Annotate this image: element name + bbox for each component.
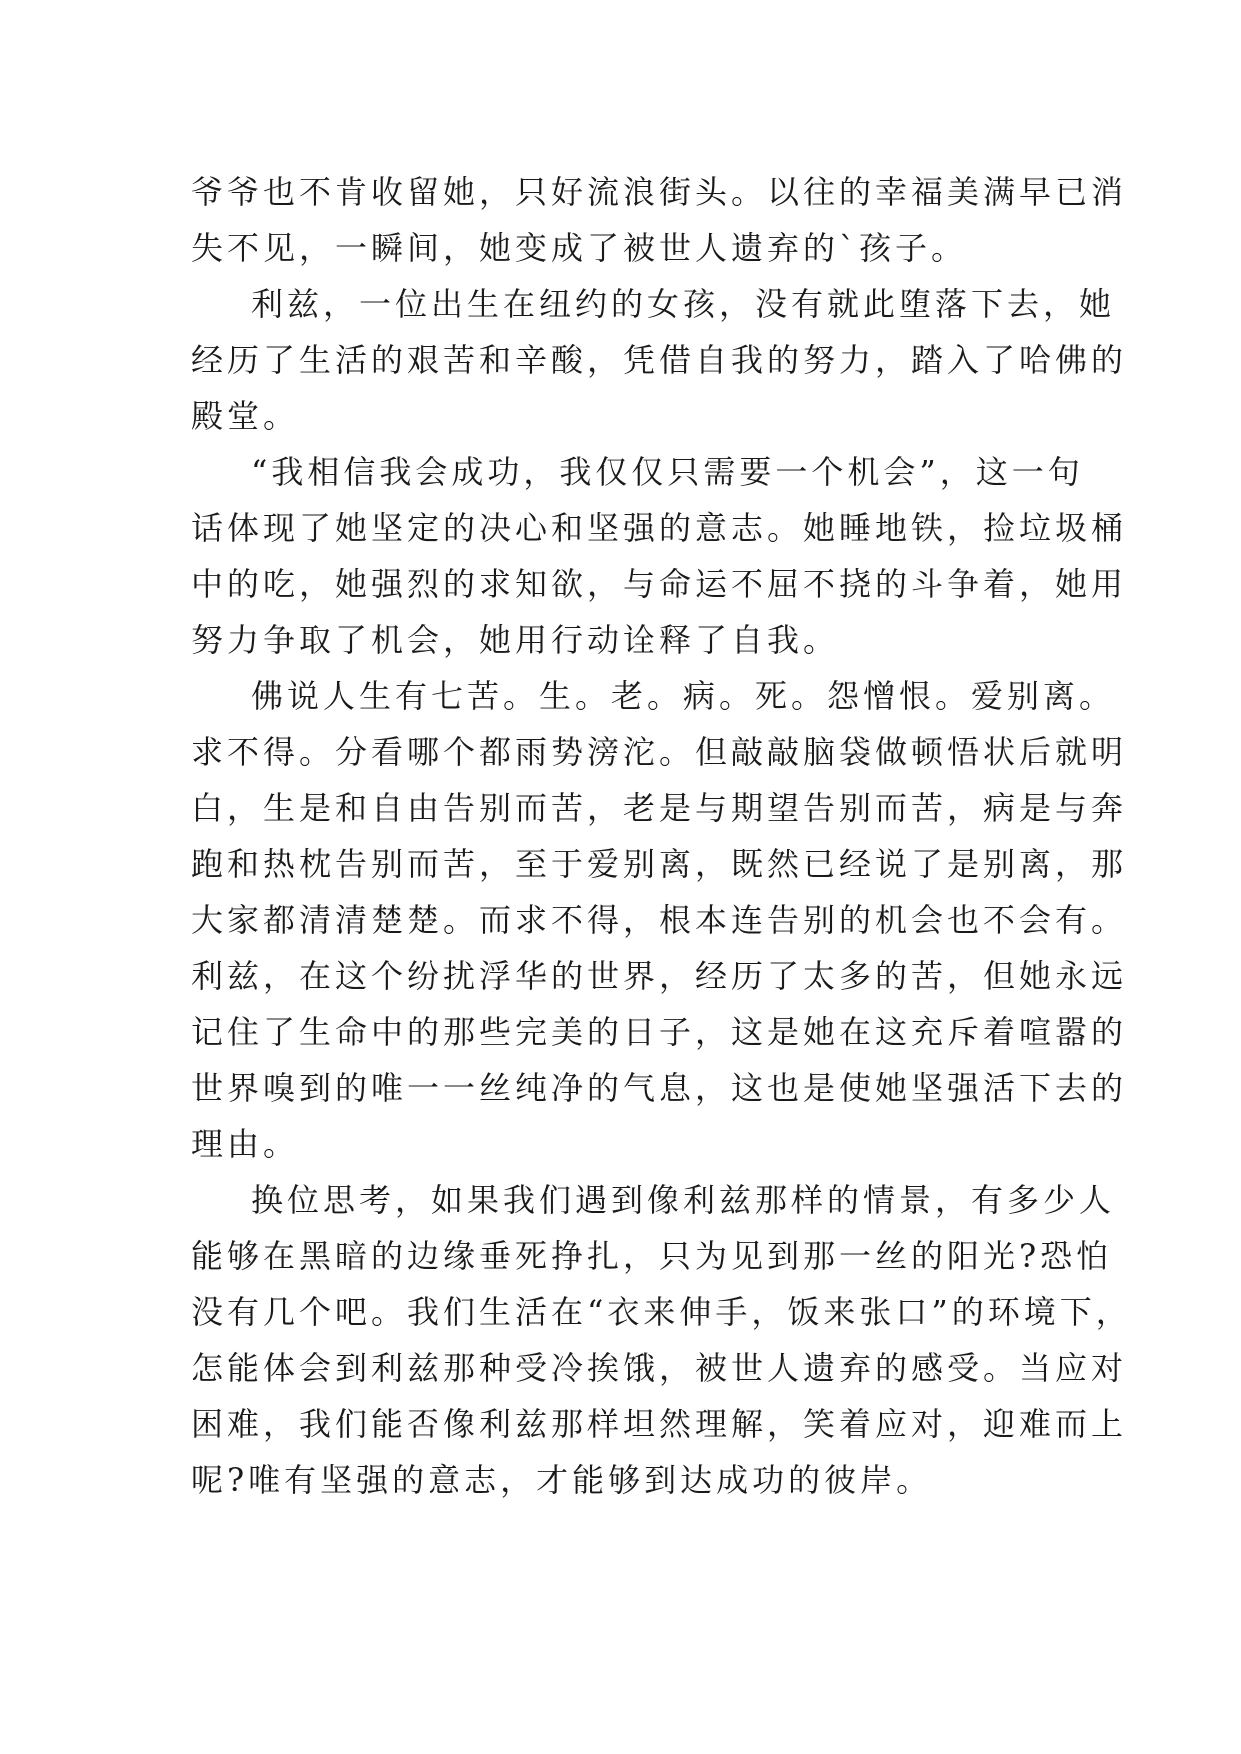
text-line: 利兹，在这个纷扰浮华的世界，经历了太多的苦，但她永远 bbox=[191, 957, 1128, 995]
text-line: 能够在黑暗的边缘垂死挣扎，只为见到那一丝的阳光?恐怕 bbox=[191, 1237, 1113, 1275]
text-line: 经历了生活的艰苦和辛酸，凭借自我的努力，踏入了哈佛的 bbox=[191, 341, 1128, 379]
text-line: 利兹，一位出生在纽约的女孩，没有就此堕落下去，她 bbox=[251, 285, 1116, 323]
text-line: 困难，我们能否像利兹那样坦然理解，笑着应对，迎难而上 bbox=[191, 1405, 1128, 1443]
text-line: 记住了生命中的那些完美的日子，这是她在这充斥着喧嚣的 bbox=[191, 1013, 1128, 1051]
text-line: 话体现了她坚定的决心和坚强的意志。她睡地铁，捡垃圾桶 bbox=[191, 509, 1128, 547]
text-line: 求不得。分看哪个都雨势滂沱。但敲敲脑袋做顿悟状后就明 bbox=[191, 733, 1128, 771]
paragraph-1 bbox=[191, 164, 1128, 276]
paragraph-3 bbox=[191, 444, 1128, 668]
paragraph-4 bbox=[191, 668, 1128, 1172]
paragraph-5 bbox=[191, 1172, 1132, 1508]
text-line: 理由。 bbox=[191, 1125, 300, 1163]
text-line: 呢?唯有坚强的意志，才能够到达成功的彼岸。 bbox=[191, 1461, 933, 1499]
text-line: “我相信我会成功，我仅仅只需要一个机会”，这一句 bbox=[251, 453, 1084, 491]
text-line: 努力争取了机会，她用行动诠释了自我。 bbox=[191, 621, 840, 659]
text-line: 世界嗅到的唯一一丝纯净的气息，这也是使她坚强活下去的 bbox=[191, 1069, 1128, 1107]
text-line: 大家都清清楚楚。而求不得，根本连告别的机会也不会有。 bbox=[191, 901, 1128, 939]
document-body bbox=[191, 164, 1132, 1508]
text-line: 白，生是和自由告别而苦，老是与期望告别而苦，病是与奔 bbox=[191, 789, 1128, 827]
text-line: 失不见，一瞬间，她变成了被世人遗弃的`孩子。 bbox=[191, 229, 968, 267]
paragraph-2 bbox=[191, 276, 1128, 444]
text-line: 佛说人生有七苦。生。老。病。死。怨憎恨。爱别离。 bbox=[251, 677, 1116, 715]
text-line: 换位思考，如果我们遇到像利兹那样的情景，有多少人 bbox=[251, 1181, 1116, 1219]
text-line: 殿堂。 bbox=[191, 397, 300, 435]
text-line: 爷爷也不肯收留她，只好流浪街头。以往的幸福美满早已消 bbox=[191, 173, 1128, 211]
text-line: 怎能体会到利兹那种受冷挨饿，被世人遗弃的感受。当应对 bbox=[191, 1349, 1128, 1387]
text-line: 跑和热枕告别而苦，至于爱别离，既然已经说了是别离，那 bbox=[191, 845, 1128, 883]
text-line: 没有几个吧。我们生活在“衣来伸手，饭来张口”的环境下， bbox=[191, 1293, 1132, 1331]
text-line: 中的吃，她强烈的求知欲，与命运不屈不挠的斗争着，她用 bbox=[191, 565, 1128, 603]
